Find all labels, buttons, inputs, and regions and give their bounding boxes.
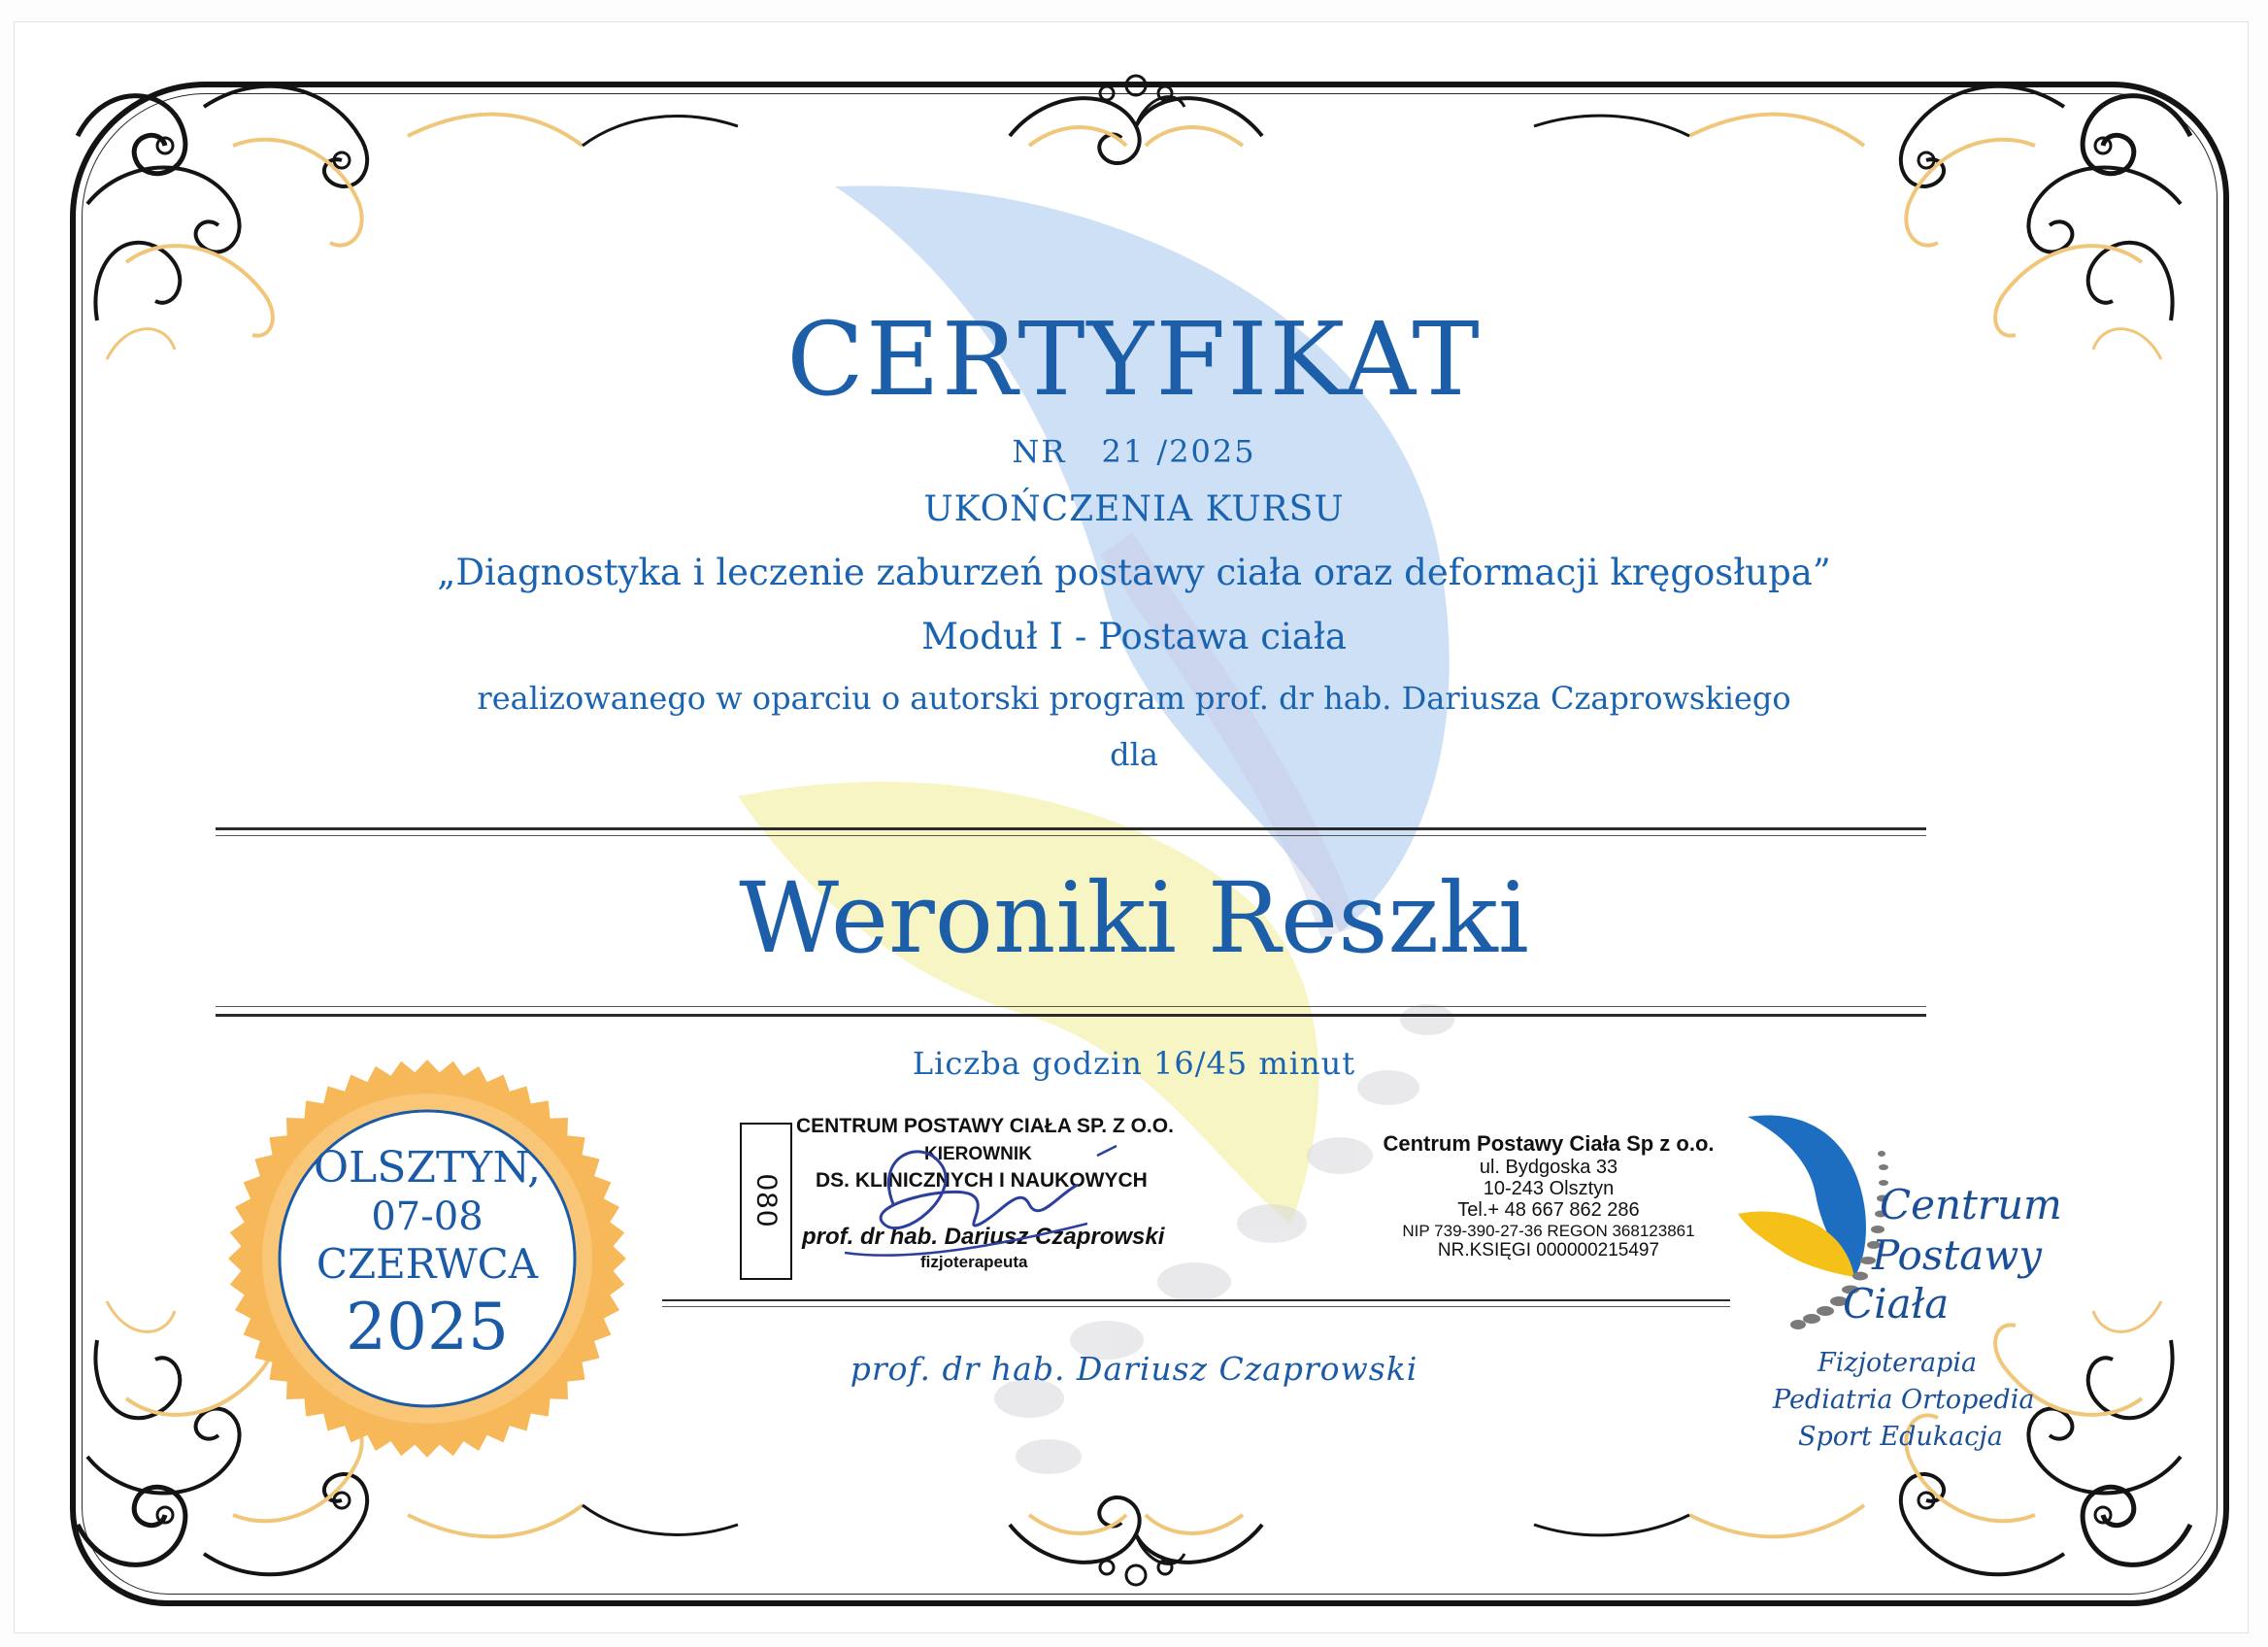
seal-year: 2025 <box>346 1290 509 1364</box>
stamp-profession: fizjoterapeuta <box>920 1253 1028 1271</box>
seal-city: OLSZTYN, <box>313 1143 542 1193</box>
signatory-name: prof. dr hab. Dariusz Czaprowski <box>850 1350 1418 1388</box>
certificate-title: CERTYFIKAT <box>786 300 1482 419</box>
stamp-signatory-name: prof. dr hab. Dariusz Czaprowski <box>802 1224 1165 1250</box>
company-stamp-ids: NIP 739-390-27-36 REGON 368123861 <box>1402 1221 1695 1240</box>
logo-name-line1: Centrum <box>1880 1181 2062 1228</box>
signature-line <box>662 1299 1730 1301</box>
logo-name-line3: Ciała <box>1843 1280 1950 1328</box>
certificate-subtitle: UKOŃCZENIA KURSU <box>923 489 1345 529</box>
logo-name-line2: Postawy <box>1872 1231 2042 1279</box>
stamp-department: DS. KLINICZNYCH I NAUKOWYCH <box>816 1169 1148 1192</box>
seal-month: CZERWCA <box>316 1240 539 1288</box>
name-line-top <box>216 827 1926 830</box>
stamp-number-box <box>740 1123 792 1280</box>
company-stamp-phone: Tel.+ 48 667 862 286 <box>1457 1199 1640 1222</box>
for-label: dla <box>1110 736 1158 773</box>
recipient-name: Weroniki Reszki <box>739 861 1529 975</box>
seal-days: 07-08 <box>371 1194 484 1239</box>
company-stamp-register: NR.KSIĘGI 000000215497 <box>1437 1239 1660 1260</box>
company-stamp-street: ul. Bydgoska 33 <box>1479 1156 1618 1178</box>
logo-tagline-1: Fizjoterapia <box>1818 1348 1978 1378</box>
certificate-number <box>0 433 2268 470</box>
stamp-number: 080 <box>750 1173 783 1229</box>
certificate-number-label: NR <box>1012 433 1067 470</box>
program-note: realizowanego w oparciu o autorski program prof. dr hab. Dariusza Czaprowskiego <box>477 680 1791 717</box>
stamp-role: KIEROWNIK <box>924 1144 1032 1164</box>
course-name: „Diagnostyka i leczenie zaburzeń postawy ciała oraz deformacji kręgosłupa” <box>437 552 1831 593</box>
handwritten-signature <box>835 1126 1146 1272</box>
logo-tagline-3: Sport Edukacja <box>1798 1422 2003 1452</box>
course-module: Moduł I - Postawa ciała <box>921 616 1347 657</box>
name-line-top-thin <box>216 835 1926 836</box>
stamp-company-name: CENTRUM POSTAWY CIAŁA SP. Z O.O. <box>796 1115 1174 1137</box>
company-stamp-city: 10-243 Olsztyn <box>1483 1178 1615 1200</box>
name-line-bottom <box>216 1014 1926 1017</box>
name-line-bottom-thin <box>216 1006 1926 1007</box>
course-hours: Liczba godzin 16/45 minut <box>912 1045 1356 1082</box>
logo-tagline-2: Pediatria Ortopedia <box>1773 1385 2035 1415</box>
certificate-number-value: 21 /2025 <box>1101 433 1256 470</box>
signature-line-thin <box>662 1306 1730 1307</box>
company-stamp <box>1340 1132 1757 1260</box>
company-stamp-name: Centrum Postawy Ciała Sp z o.o. <box>1383 1131 1715 1156</box>
